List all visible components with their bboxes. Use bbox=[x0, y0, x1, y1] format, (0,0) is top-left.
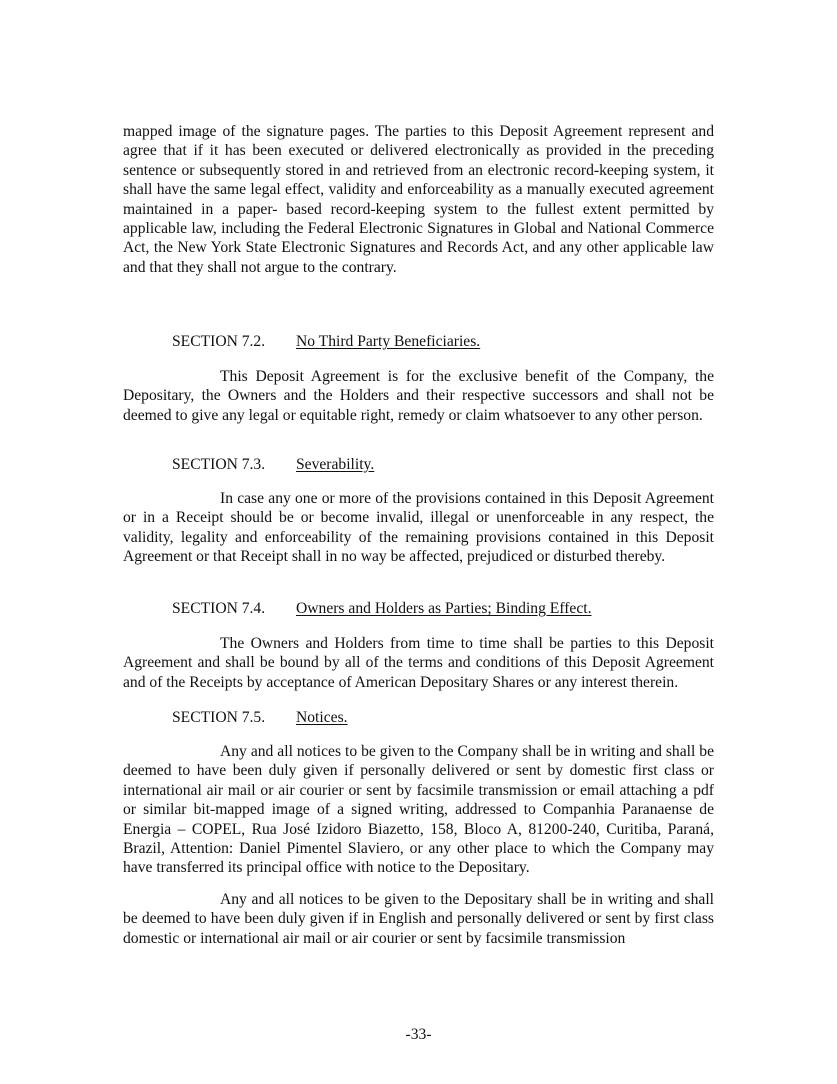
section-7-5-paragraph: Any and all notices to be given to the Company shall be in writing and shall be deemed to have been duly given if personally delivered or sent by domestic first class or international air mail or air courier or sent by facsimile transmission or email attaching a pdf or similar bit-mapped image of a signed writing, addressed to Companhia Paranaense de Energia – COPEL, Rua José Izidoro Biazetto, 158, Bloco A, 81200-240, Curitiba, Paraná, Brazil, Attention: Daniel Pimentel Slaviero, or any other place to which the Company may have transferred its principal office with notice to the Depositary. bbox=[123, 743, 714, 877]
section-heading-7-5 bbox=[172, 708, 348, 727]
section-7-4-paragraph: The Owners and Holders from time to time shall be parties to this Deposit Agreement and shall be bound by all of the terms and conditions of this Deposit Agreement and of the Receipts by acceptance of American Depositary Shares or any interest therein. bbox=[123, 635, 714, 691]
section-title: No Third Party Beneficiaries. bbox=[296, 333, 481, 350]
section-number: SECTION 7.5. bbox=[172, 709, 266, 726]
section-heading-7-2 bbox=[172, 332, 480, 351]
section-number: SECTION 7.4. bbox=[172, 600, 266, 617]
opening-paragraph: mapped image of the signature pages. The parties to this Deposit Agreement represent and agree that if it has been executed or delivered electronically as provided in the preceding sentence or subsequently stored in and retrieved from an electronic record-keeping system, it shall have the same legal effect, validity and enforceability as a manually executed agreement maintained in a paper- based record-keeping system to the fullest extent permitted by applicable law, including the Federal Electronic Signatures in Global and National Commerce Act, the New York State Electronic Signatures and Records Act, and any other applicable law and that they shall not argue to the contrary. bbox=[123, 123, 714, 276]
section-7-2-paragraph: This Deposit Agreement is for the exclusive benefit of the Company, the Depositary, the Owners and the Holders and their respective successors and shall not be deemed to give any legal or equitable right, remedy or claim whatsoever to any other person. bbox=[123, 368, 714, 424]
section-heading-7-3 bbox=[172, 455, 374, 474]
page-number: -33- bbox=[405, 1026, 432, 1043]
section-heading-7-4 bbox=[172, 599, 592, 618]
section-title: Severability. bbox=[296, 456, 375, 473]
section-title: Owners and Holders as Parties; Binding Effect. bbox=[296, 600, 592, 617]
section-number: SECTION 7.2. bbox=[172, 333, 266, 350]
section-7-3-paragraph: In case any one or more of the provisions contained in this Deposit Agreement or in a Receipt should be or become invalid, illegal or unenforceable in any respect, the validity, legality and enforceability of the remaining provisions contained in this Deposit Agreement or that Receipt shall in no way be affected, prejudiced or disturbed thereby. bbox=[123, 490, 714, 566]
section-number: SECTION 7.3. bbox=[172, 456, 266, 473]
section-title: Notices. bbox=[296, 709, 348, 726]
section-7-5-paragraph: Any and all notices to be given to the Depositary shall be in writing and shall be deemed to have been duly given if in English and personally delivered or sent by first class domestic or international air mail or air courier or sent by facsimile transmission bbox=[123, 891, 714, 947]
